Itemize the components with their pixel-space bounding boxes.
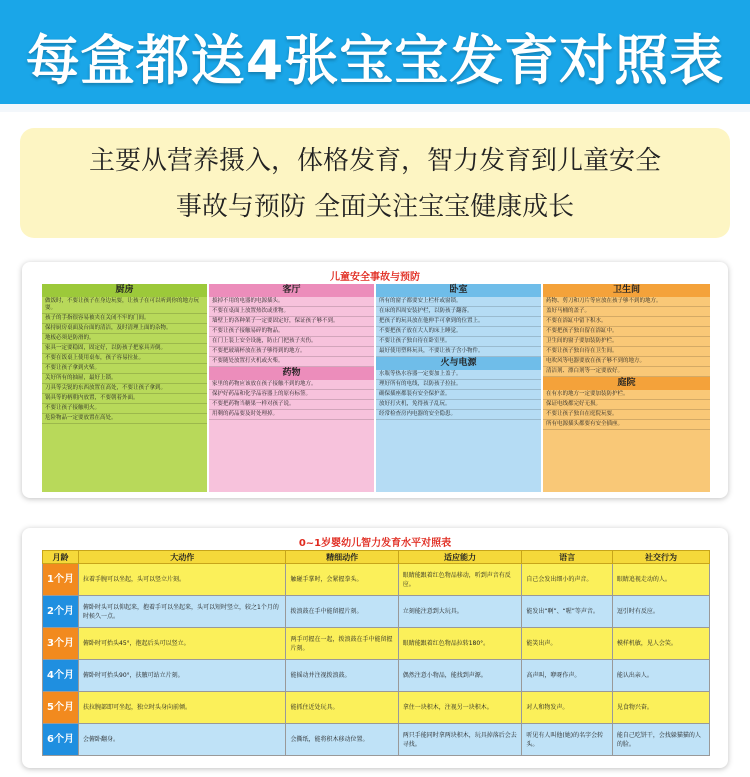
column-header: 语言 (522, 551, 613, 564)
banner-ribbon (0, 104, 750, 112)
list-item: 所有电源插头都要有安全插座。 (543, 420, 710, 430)
section-rows (376, 370, 541, 420)
list-item: 保护好药品和化学品容器上的原有标签。 (209, 390, 374, 400)
column-header: 月龄 (43, 551, 79, 564)
table-cell: 能认出亲人。 (612, 660, 709, 692)
section-rows (543, 390, 710, 430)
month-cell: 4个月 (43, 660, 79, 692)
table-cell: 自己会发出细小的声音。 (522, 564, 613, 596)
month-cell: 1个月 (43, 564, 79, 596)
list-item: 家具一定要稳固，固定好，以防孩子把家具弄倒。 (42, 344, 207, 354)
list-item: 不要在饭桌上使用桌布，孩子容易拉扯。 (42, 354, 207, 364)
list-item: 不要在浴缸中留下积水。 (543, 317, 710, 327)
list-item: 地板必须是防滑的。 (42, 334, 207, 344)
dev-table (42, 550, 710, 756)
table-body (43, 564, 710, 756)
list-item: 拔掉不用的电器的电源插头。 (209, 297, 374, 307)
section-rows (209, 297, 374, 367)
intro-line-2: 事故与预防 全面关注宝宝健康成长 (175, 192, 575, 222)
dev-chart-title: 0~1岁婴幼儿智力发育水平对照表 (298, 538, 452, 549)
intro-line-1: 主要从营养摄入，体格发育，智力发育到儿童安全 (88, 146, 661, 176)
table-cell: 会俯卧翻身。 (79, 724, 286, 756)
list-item: 不要把孩子独自留在浴缸中。 (543, 327, 710, 337)
col-kitchen (42, 284, 207, 492)
table-cell: 能笑出声。 (522, 628, 613, 660)
table-cell: 眼睛能跟着红色物品拉转180°。 (398, 628, 522, 660)
section-head: 卫生间 (543, 284, 710, 297)
list-item: 确保插座都装有安全保护盖。 (376, 390, 541, 400)
table-row (43, 724, 710, 756)
col-living-room (209, 284, 374, 492)
section-rows (42, 297, 207, 424)
table-row (43, 692, 710, 724)
list-item: 经常检查房内电器的安全隐患。 (376, 410, 541, 420)
section-rows (376, 297, 541, 357)
list-item: 锅具等的柄朝内放置，不要朝着外面。 (42, 394, 207, 404)
table-cell: 立刻能注意到大玩具。 (398, 596, 522, 628)
safety-chart-title: 儿童安全事故与预防 (330, 272, 420, 283)
table-cell: 模样机敏，见人会笑。 (612, 628, 709, 660)
table-row (43, 628, 710, 660)
list-item: 放好打火机，免得孩子乱玩。 (376, 400, 541, 410)
table-cell: 眼睛追视走动的人。 (612, 564, 709, 596)
list-item: 电吹风等电器要放在孩子够不到的地方。 (543, 357, 710, 367)
section-head: 庭院 (543, 377, 710, 390)
list-item: 做饭时，不要让孩子在身边玩耍，让孩子在可以听到你的地方玩耍。 (42, 297, 207, 314)
table-row (43, 660, 710, 692)
table-cell: 偶然注意小物品，能找到声源。 (398, 660, 522, 692)
table-cell: 对人和物发声。 (522, 692, 613, 724)
table-cell: 拨浪鼓在手中能留握片刻。 (286, 596, 398, 628)
safety-grid (42, 284, 710, 492)
list-item: 把孩子的玩具放在他伸手可拿到的位置上。 (376, 317, 541, 327)
list-item: 不要在桌面上放置热饮或重物。 (209, 307, 374, 317)
table-cell: 能摇动并注视拨浪鼓。 (286, 660, 398, 692)
list-item: 在床的四周安装护栏，以防孩子翻落。 (376, 307, 541, 317)
table-cell: 见食物兴奋。 (612, 692, 709, 724)
table-cell: 两只手能同时拿两块积木，玩具掉落后会去寻找。 (398, 724, 522, 756)
section-head: 厨房 (42, 284, 207, 297)
list-item: 不要把孩子放在大人的床上睡觉。 (376, 327, 541, 337)
column-header: 精细动作 (286, 551, 398, 564)
list-item: 卫生间的窗子要加装防护栏。 (543, 337, 710, 347)
month-cell: 5个月 (43, 692, 79, 724)
list-item: 药物、剪刀和刀片等应放在孩子够不到的地方。 (543, 297, 710, 307)
list-item: 所有的窗子都要安上栏杆或窗锁。 (376, 297, 541, 307)
list-item: 在门上装上安全设施，防止门把孩子夹伤。 (209, 337, 374, 347)
month-cell: 2个月 (43, 596, 79, 628)
table-cell: 俯卧时可抬头90°，扶腋可站立片刻。 (79, 660, 286, 692)
table-header-row (43, 551, 710, 564)
safety-chart-card (22, 262, 728, 498)
list-item: 不要随处放置打火机或火柴。 (209, 357, 374, 367)
list-item: 水瓶等热水容器一定要加上盖子。 (376, 370, 541, 380)
table-cell: 眼睛能跟着红色物品移动，听到声音有反应。 (398, 564, 522, 596)
list-item: 不要让孩子独自待在卫生间。 (543, 347, 710, 357)
list-item: 保持厨房桌面及台面的清洁，及时清理上面的杂物。 (42, 324, 207, 334)
list-item: 不要让孩子独自待在卧室里。 (376, 337, 541, 347)
list-item: 刀具等尖锐的东西放置在高处，不要让孩子拿到。 (42, 384, 207, 394)
table-cell: 能发出“啊”、“喔”等声音。 (522, 596, 613, 628)
month-cell: 6个月 (43, 724, 79, 756)
list-item: 墙壁上的各种架子一定要固定好，保证孩子够不到。 (209, 317, 374, 327)
section-rows (543, 297, 710, 377)
list-item: 最好使用塑料玩具，不要让孩子含小物件。 (376, 347, 541, 357)
list-item: 不要让孩子拿到火柴。 (42, 364, 207, 374)
table-cell: 听见有人叫他(她)的名字会转头。 (522, 724, 613, 756)
table-cell: 逗引时有反应。 (612, 596, 709, 628)
intro-box (20, 128, 730, 238)
col-bedroom (376, 284, 541, 492)
list-item: 不要让孩子接触易碎的物品。 (209, 327, 374, 337)
month-cell: 3个月 (43, 628, 79, 660)
section-rows (209, 380, 374, 420)
list-item: 危险物品一定要放置在高处。 (42, 414, 207, 424)
column-header: 适应能力 (398, 551, 522, 564)
list-item: 盖好马桶的盖子。 (543, 307, 710, 317)
list-item: 用剩的药品要及时处理掉。 (209, 410, 374, 420)
table-cell: 能抓住近处玩具。 (286, 692, 398, 724)
table-cell: 高声叫，咿呀作声。 (522, 660, 613, 692)
list-item: 家里的药物应该放在孩子接触不到的地方。 (209, 380, 374, 390)
table-row (43, 564, 710, 596)
list-item: 保证电线都完好无损。 (543, 400, 710, 410)
table-row (43, 596, 710, 628)
column-header: 大动作 (79, 551, 286, 564)
table-cell: 能自己吃饼干，会找躲猫猫的人的脸。 (612, 724, 709, 756)
col-bathroom (543, 284, 710, 492)
dev-chart-card (22, 528, 728, 768)
table-cell: 俯卧时可抬头45°，抱起后头可以竖立。 (79, 628, 286, 660)
list-item: 在有水的地方一定要加装防护栏。 (543, 390, 710, 400)
table-cell: 两手可握在一起，拨浪鼓在手中能留握片刻。 (286, 628, 398, 660)
section-head: 药物 (209, 367, 374, 380)
column-header: 社交行为 (612, 551, 709, 564)
banner-title: 每盒都送4张宝宝发育对照表 (25, 29, 725, 92)
list-item: 理好所有的电线，以防孩子拉扯。 (376, 380, 541, 390)
list-item: 关好所有的抽屉，最好上锁。 (42, 374, 207, 384)
table-cell: 俯卧时头可以仰起来，抱着手可以坐起来，头可以短时竖立，较之1个月的时候久一点。 (79, 596, 286, 628)
table-cell: 拉着手腕可以坐起，头可以竖立片刻。 (79, 564, 286, 596)
table-cell: 会撕纸，能将积木移动位置。 (286, 724, 398, 756)
table-cell: 触碰手掌时，会紧握拳头。 (286, 564, 398, 596)
title-banner (0, 0, 750, 112)
list-item: 清洁剂、漂白剂等一定要放好。 (543, 367, 710, 377)
section-head: 卧室 (376, 284, 541, 297)
table-cell: 拿住一块积木，注视另一块积木。 (398, 692, 522, 724)
list-item: 孩子的手指很容易被夹在关闭不牢的门间。 (42, 314, 207, 324)
list-item: 不要让孩子接触明火。 (42, 404, 207, 414)
list-item: 不要把玻璃杯放在孩子够得到的地方。 (209, 347, 374, 357)
list-item: 不要把药物当糖果一样对孩子说。 (209, 400, 374, 410)
list-item: 不要让孩子独自在庭院玩耍。 (543, 410, 710, 420)
table-cell: 扶拉腕部即可坐起，独立时头身向前倾。 (79, 692, 286, 724)
section-head: 火与电源 (376, 357, 541, 370)
section-head: 客厅 (209, 284, 374, 297)
